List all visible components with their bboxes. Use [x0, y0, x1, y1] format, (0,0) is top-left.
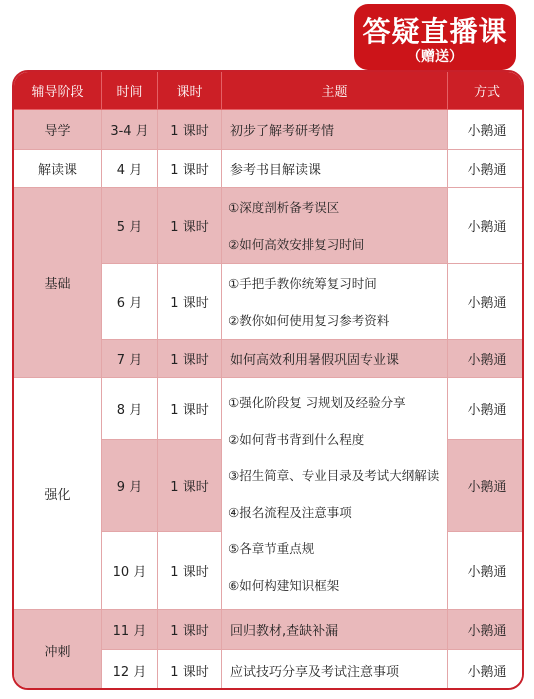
row-hours: 1 课时 [158, 188, 222, 264]
row-mode: 小鹅通 [448, 610, 524, 650]
row-hours: 1 课时 [158, 340, 222, 378]
stage-jiedu: 解读课 [14, 150, 102, 188]
row-mode: 小鹅通 [448, 110, 524, 150]
row-mode: 小鹅通 [448, 340, 524, 378]
row-time: 6 月 [102, 264, 158, 340]
row-hours: 1 课时 [158, 264, 222, 340]
row-hours: 1 课时 [158, 110, 222, 150]
stage-qianghua: 强化 [14, 378, 102, 610]
badge-subtitle: （赠送） [407, 49, 463, 65]
row-hours: 1 课时 [158, 150, 222, 188]
stage-chongci: 冲刺 [14, 610, 102, 690]
row-time: 3-4 月 [102, 110, 158, 150]
row-topic [222, 264, 448, 340]
stage-jichu: 基础 [14, 188, 102, 378]
topic-line: ③招生简章、专业目录及考试大纲解读 [228, 468, 440, 484]
strengthen-topics [222, 378, 448, 610]
row-topic: 初步了解考研考情 [222, 110, 448, 150]
row-hours: 1 课时 [158, 610, 222, 650]
row-mode: 小鹅通 [448, 188, 524, 264]
row-hours: 1 课时 [158, 532, 222, 610]
header-time: 时间 [102, 72, 158, 110]
row-mode: 小鹅通 [448, 532, 524, 610]
row-hours: 1 课时 [158, 440, 222, 532]
topic-line: ②教你如何使用复习参考资料 [228, 313, 390, 329]
row-topic: 如何高效利用暑假巩固专业课 [222, 340, 448, 378]
header-hours: 课时 [158, 72, 222, 110]
row-mode: 小鹅通 [448, 150, 524, 188]
row-topic: 回归教材,查缺补漏 [222, 610, 448, 650]
row-time: 7 月 [102, 340, 158, 378]
row-time: 9 月 [102, 440, 158, 532]
row-mode: 小鹅通 [448, 378, 524, 440]
row-time: 5 月 [102, 188, 158, 264]
row-time: 4 月 [102, 150, 158, 188]
row-time: 10 月 [102, 532, 158, 610]
stage-daoxue: 导学 [14, 110, 102, 150]
row-time: 12 月 [102, 650, 158, 690]
header-stage: 辅导阶段 [14, 72, 102, 110]
badge-title: 答疑直播课 [362, 15, 508, 48]
header-mode: 方式 [448, 72, 524, 110]
topic-line: ①深度剖析备考误区 [228, 199, 340, 215]
row-topic: 参考书目解读课 [222, 150, 448, 188]
topic-line: ④报名流程及注意事项 [228, 504, 352, 520]
row-mode: 小鹅通 [448, 264, 524, 340]
row-topic: 应试技巧分享及考试注意事项 [222, 650, 448, 690]
topic-line: ②如何背书背到什么程度 [228, 431, 365, 447]
row-mode: 小鹅通 [448, 650, 524, 690]
row-time: 8 月 [102, 378, 158, 440]
topic-line: ⑥如何构建知识框架 [228, 577, 340, 593]
row-hours: 1 课时 [158, 650, 222, 690]
topic-line: ①强化阶段复 习规划及经验分享 [228, 395, 406, 411]
schedule-table [12, 70, 524, 690]
topic-line: ①手把手教你统筹复习时间 [228, 275, 377, 291]
row-topic [222, 188, 448, 264]
row-time: 11 月 [102, 610, 158, 650]
row-hours: 1 课时 [158, 378, 222, 440]
topic-line: ②如何高效安排复习时间 [228, 237, 365, 253]
topic-line: ⑤各章节重点规 [228, 541, 315, 557]
header-topic: 主题 [222, 72, 448, 110]
row-mode: 小鹅通 [448, 440, 524, 532]
